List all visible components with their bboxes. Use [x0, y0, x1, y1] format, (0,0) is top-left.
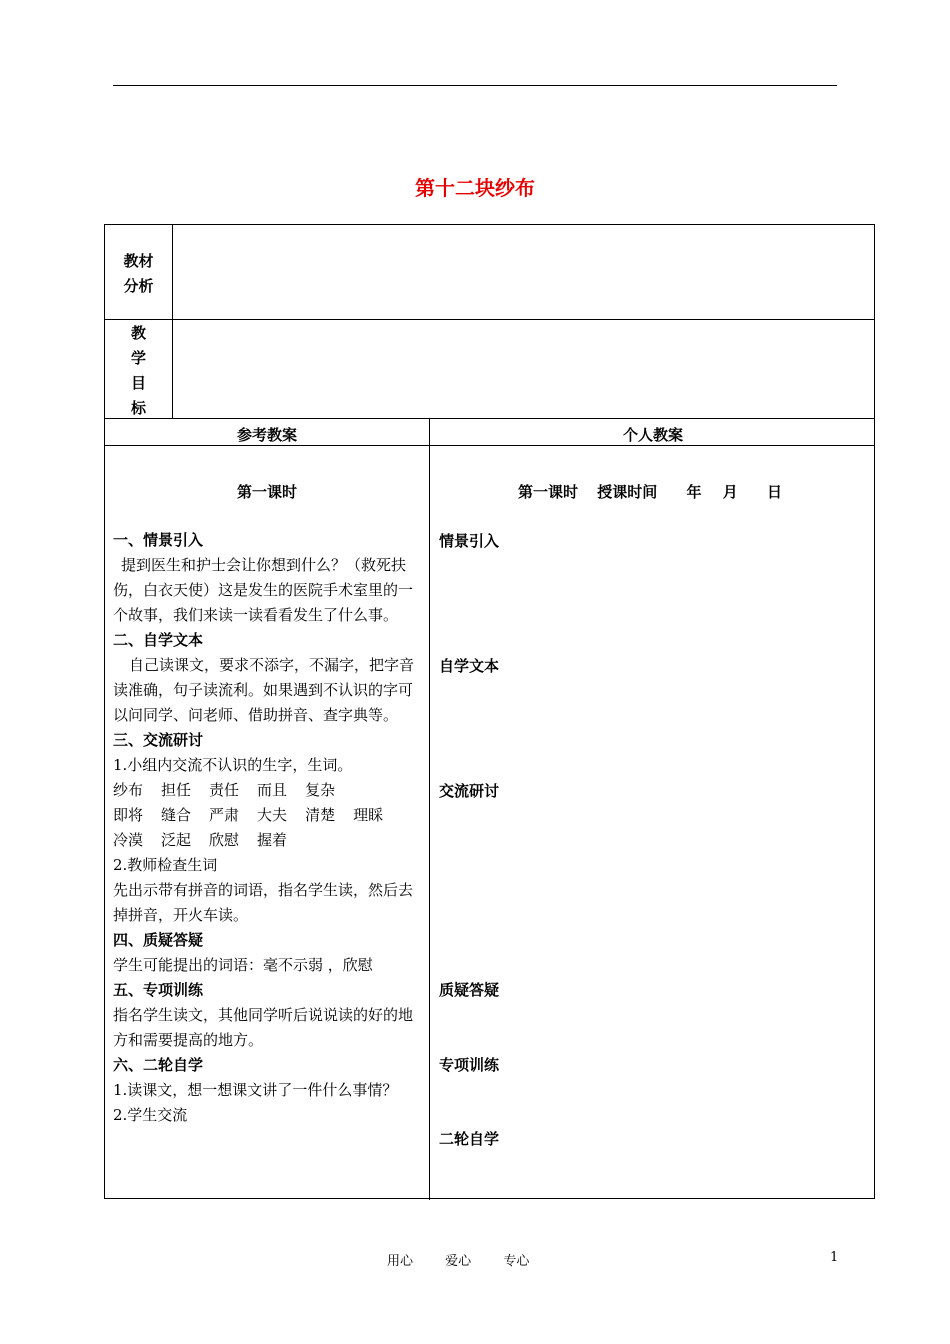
header-rule	[113, 85, 837, 86]
right-lesson-title	[518, 481, 782, 502]
section-text: 2.教师检查生词	[113, 856, 218, 874]
section-text: 先出示带有拼音的词语，指名学生读，然后去掉拼音，开火车读。	[113, 881, 414, 924]
footer-item: 专心	[503, 1254, 530, 1269]
vocab-word: 责任	[209, 781, 240, 799]
column-divider	[429, 418, 430, 1200]
word-row-3	[113, 828, 423, 853]
day-label: 日	[767, 483, 783, 501]
vocab-word: 即将	[113, 806, 144, 824]
time-label: 授课时间	[597, 483, 658, 501]
section-title: 四、质疑答疑	[113, 931, 204, 949]
right-lesson-label: 第一课时	[518, 483, 579, 501]
footer-item: 用心	[387, 1254, 414, 1269]
vocab-word: 大夫	[257, 806, 288, 824]
personal-section-label: 质疑答疑	[439, 981, 500, 999]
page-number: 1	[830, 1250, 839, 1265]
section-title: 三、交流研讨	[113, 731, 204, 749]
section-title: 二、自学文本	[113, 631, 204, 649]
section-text: 指名学生读文，其他同学听后说说读的好的地方和需要提高的地方。	[113, 1006, 414, 1049]
personal-section-label: 专项训练	[439, 1056, 500, 1074]
reference-plan-header: 参考教案	[236, 426, 297, 444]
lesson-plan-table	[104, 224, 875, 1199]
vocab-word: 而且	[257, 781, 288, 799]
footer-item: 爱心	[445, 1254, 472, 1269]
section-text: 1.小组内交流不认识的生字，生词。	[113, 756, 353, 774]
vocab-word: 理睬	[353, 806, 384, 824]
section-text: 自己读课文，要求不添字，不漏字，把字音读准确，句子读流利。如果遇到不认识的字可以问同学、问老师、借助拼音、查字典等。	[113, 656, 415, 724]
personal-section-label: 自学文本	[439, 657, 500, 675]
label-divider	[172, 225, 173, 418]
vocab-word: 担任	[161, 781, 192, 799]
vocab-word: 纱布	[113, 781, 144, 799]
section-text: 1.读课文，想一想课文讲了一件什么事情？	[113, 1081, 398, 1099]
analysis-label: 教材 分析	[123, 252, 154, 295]
word-row-2	[113, 803, 423, 828]
vocab-word: 缝合	[161, 806, 192, 824]
vocab-word: 清楚	[305, 806, 336, 824]
vocab-word: 握着	[257, 831, 288, 849]
row-divider-3	[105, 445, 874, 446]
month-label: 月	[722, 483, 738, 501]
section-title: 一、情景引入	[113, 531, 204, 549]
section-title: 五、专项训练	[113, 981, 204, 999]
section-text: 提到医生和护士会让你想到什么？（救死扶伤，白衣天使）这是发生的医院手术室里的一个故事，我们来读一读看看发生了什么事。	[113, 556, 414, 624]
personal-plan-header: 个人教案	[622, 426, 683, 444]
vocab-word: 欣慰	[209, 831, 240, 849]
section-text: 2.学生交流	[113, 1106, 188, 1124]
left-lesson-title: 第一课时	[236, 483, 297, 501]
word-row-1	[113, 778, 423, 803]
goals-label: 教 学 目 标	[130, 324, 146, 417]
personal-section-label: 情景引入	[439, 532, 500, 550]
section-title: 六、二轮自学	[113, 1056, 204, 1074]
row-divider-1	[105, 319, 874, 320]
vocab-word: 严肃	[209, 806, 240, 824]
page-title: 第十二块纱布	[415, 176, 535, 200]
vocab-word: 冷漠	[113, 831, 144, 849]
section-text: 学生可能提出的词语：毫不示弱 ，欣慰	[113, 956, 373, 974]
personal-section-label: 二轮自学	[439, 1130, 500, 1148]
year-label: 年	[686, 483, 702, 501]
vocab-word: 复杂	[305, 781, 336, 799]
row-divider-2	[105, 418, 874, 419]
reference-plan-content	[113, 528, 423, 1128]
personal-section-label: 交流研讨	[439, 782, 500, 800]
vocab-word: 泛起	[161, 831, 192, 849]
page-footer	[387, 1250, 557, 1269]
